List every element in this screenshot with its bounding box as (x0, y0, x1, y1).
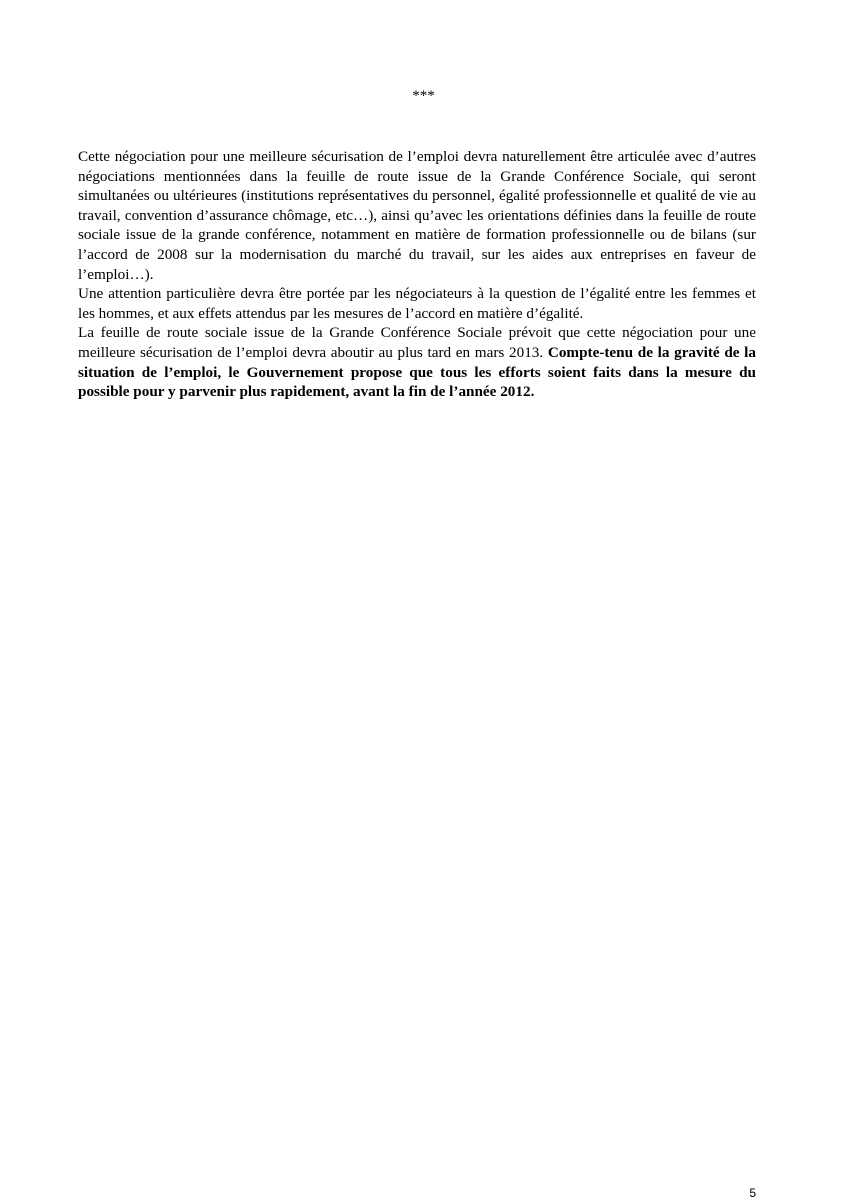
paragraph-timeline-emphasis: Compte-tenu de la gravité de la situation de l’emploi, le Gouvernement propose que tous les efforts soient faits dans la mesure du possible pour y parvenir plus rapidement, avant la fin de l’année 2012. (78, 343, 757, 401)
body-text (78, 147, 756, 402)
paragraph-timeline-text: La feuille de route sociale issue de la Grande Conférence Sociale prévoit que cette négociation pour une meilleure sécurisation de l’emploi devra aboutir au plus tard en mars 2013. (78, 324, 756, 361)
paragraph-equality-text: Une attention particulière devra être portée par les négociateurs à la question de l’égalité entre les femmes et les hommes, et aux effets attendus par les mesures de l’accord en matière d’égalité. (78, 285, 756, 322)
paragraph-coordination (78, 147, 756, 284)
page-number: 5 (749, 1186, 756, 1200)
section-separator: *** (412, 88, 435, 104)
paragraph-timeline (78, 323, 756, 401)
paragraph-coordination-text: Cette négociation pour une meilleure sécurisation de l’emploi devra naturellement être articulée avec d’autres négociations mentionnées dans la feuille de route issue de la Grande Conférence Sociale, qui seront simultanées ou ultérieures (institutions représentatives du personnel, égalité professionnelle et qualité de vie au travail, convention d’assurance chômage, etc…), ainsi qu’avec les orientations définies dans la feuille de route sociale issue de la grande conférence, notamment en matière de formation professionnelle ou de bilans (sur l’accord de 2008 sur la modernisation du marché du travail, sur les aides aux entreprises en faveur de l’emploi…). (78, 148, 756, 283)
paragraph-equality (78, 284, 756, 323)
